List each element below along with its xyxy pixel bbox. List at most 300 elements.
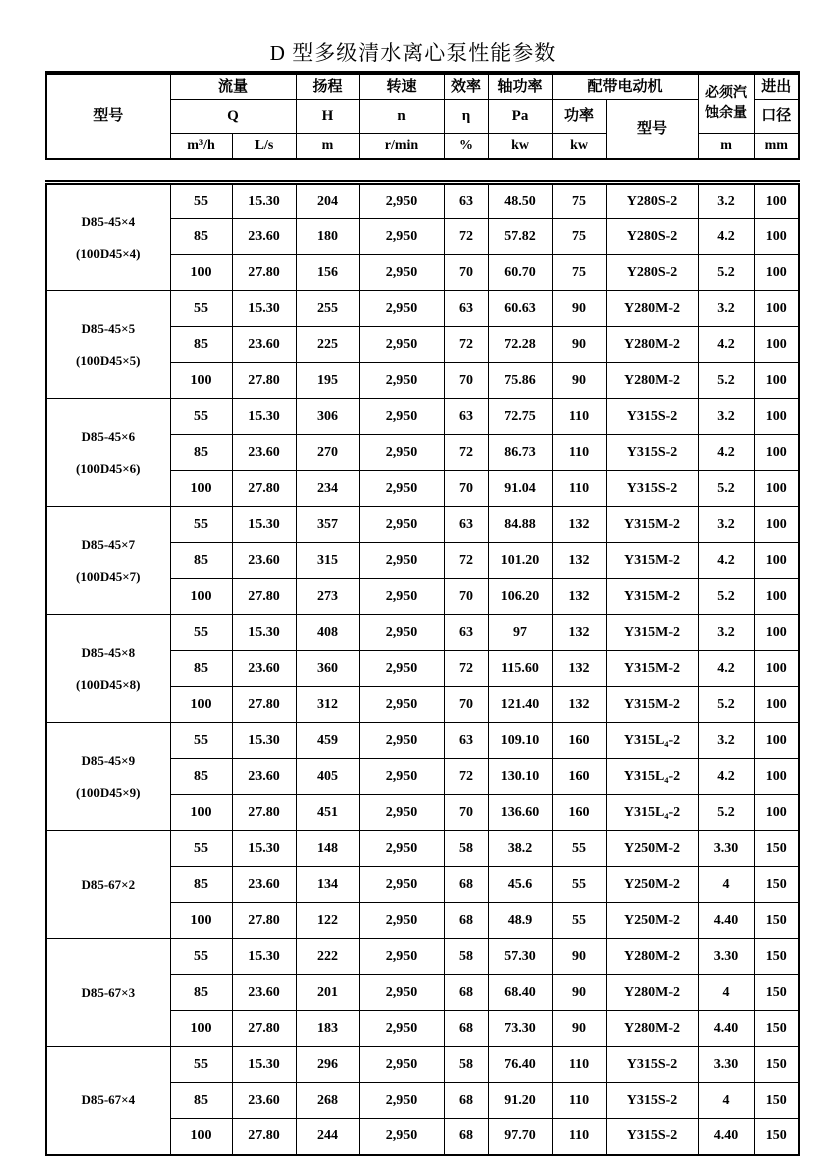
pump-model: D85-45×8: [81, 644, 136, 660]
cell-shaft-power-kw: 72.28: [488, 327, 552, 363]
cell-speed-rpm: 2,950: [359, 435, 444, 471]
cell-port-mm: 150: [754, 975, 799, 1011]
cell-motor-model: Y280M-2: [606, 939, 698, 975]
cell-flow-ls: 27.80: [232, 903, 296, 939]
cell-efficiency-pct: 58: [444, 831, 488, 867]
cell-motor-power-kw: 132: [552, 687, 606, 723]
cell-shaft-power-kw: 84.88: [488, 507, 552, 543]
cell-flow-m3h: 85: [170, 1083, 232, 1119]
cell-efficiency-pct: 72: [444, 435, 488, 471]
header-head: 扬程: [296, 73, 359, 100]
pump-model: D85-45×5: [81, 320, 136, 336]
table-row: [46, 939, 799, 975]
cell-port-mm: 150: [754, 867, 799, 903]
cell-motor-power-kw: 110: [552, 471, 606, 507]
cell-speed-rpm: 2,950: [359, 687, 444, 723]
cell-shaft-power-kw: 48.9: [488, 903, 552, 939]
cell-flow-m3h: 85: [170, 327, 232, 363]
cell-motor-power-kw: 55: [552, 903, 606, 939]
cell-shaft-power-kw: 91.04: [488, 471, 552, 507]
cell-motor-model: Y280S-2: [606, 255, 698, 291]
cell-npsh-m: 3.30: [698, 939, 754, 975]
cell-port-mm: 100: [754, 363, 799, 399]
cell-motor-model: Y250M-2: [606, 867, 698, 903]
header-shaft-power-symbol: Pa: [488, 100, 552, 134]
cell-efficiency-pct: 70: [444, 579, 488, 615]
cell-motor-power-kw: 75: [552, 255, 606, 291]
cell-speed-rpm: 2,950: [359, 327, 444, 363]
cell-flow-m3h: 100: [170, 471, 232, 507]
pump-model-cell: [46, 831, 170, 939]
cell-efficiency-pct: 68: [444, 903, 488, 939]
cell-motor-power-kw: 132: [552, 579, 606, 615]
pump-model-cell: [46, 399, 170, 507]
cell-shaft-power-kw: 130.10: [488, 759, 552, 795]
cell-motor-power-kw: 160: [552, 795, 606, 831]
cell-npsh-m: 3.2: [698, 723, 754, 759]
pump-model-alias: (100D45×8): [76, 676, 141, 692]
cell-port-mm: 150: [754, 831, 799, 867]
cell-npsh-m: 3.2: [698, 291, 754, 327]
cell-npsh-m: 3.2: [698, 507, 754, 543]
cell-port-mm: 100: [754, 579, 799, 615]
cell-npsh-m: 4: [698, 1083, 754, 1119]
cell-shaft-power-kw: 121.40: [488, 687, 552, 723]
header-motor-power: 功率: [552, 100, 606, 134]
cell-efficiency-pct: 70: [444, 795, 488, 831]
cell-head-m: 273: [296, 579, 359, 615]
cell-motor-power-kw: 110: [552, 1047, 606, 1083]
cell-motor-model: Y315S-2: [606, 435, 698, 471]
cell-speed-rpm: 2,950: [359, 795, 444, 831]
cell-motor-model: Y280S-2: [606, 219, 698, 255]
pump-model-cell: [46, 183, 170, 291]
cell-npsh-m: 3.30: [698, 831, 754, 867]
cell-motor-power-kw: 90: [552, 1011, 606, 1047]
cell-flow-m3h: 100: [170, 687, 232, 723]
cell-flow-ls: 15.30: [232, 1047, 296, 1083]
cell-speed-rpm: 2,950: [359, 471, 444, 507]
cell-flow-m3h: 100: [170, 1119, 232, 1155]
cell-port-mm: 150: [754, 1011, 799, 1047]
cell-head-m: 204: [296, 183, 359, 219]
cell-flow-m3h: 55: [170, 1047, 232, 1083]
header-head-unit: m: [296, 134, 359, 160]
cell-motor-model: Y315S-2: [606, 471, 698, 507]
header-flow-symbol: Q: [170, 100, 296, 134]
cell-flow-m3h: 100: [170, 255, 232, 291]
header-motor-power-unit: kw: [552, 134, 606, 160]
cell-motor-power-kw: 90: [552, 975, 606, 1011]
cell-shaft-power-kw: 60.63: [488, 291, 552, 327]
cell-npsh-m: 5.2: [698, 579, 754, 615]
cell-flow-m3h: 85: [170, 651, 232, 687]
cell-port-mm: 100: [754, 651, 799, 687]
cell-flow-m3h: 55: [170, 507, 232, 543]
cell-flow-ls: 15.30: [232, 831, 296, 867]
pump-model-cell: [46, 615, 170, 723]
cell-flow-m3h: 100: [170, 1011, 232, 1047]
cell-efficiency-pct: 72: [444, 759, 488, 795]
cell-motor-power-kw: 90: [552, 939, 606, 975]
cell-shaft-power-kw: 38.2: [488, 831, 552, 867]
pump-model-alias: (100D45×4): [76, 245, 141, 261]
cell-shaft-power-kw: 97: [488, 615, 552, 651]
cell-motor-power-kw: 75: [552, 183, 606, 219]
cell-motor-model: Y280S-2: [606, 183, 698, 219]
cell-motor-model: Y280M-2: [606, 363, 698, 399]
cell-efficiency-pct: 68: [444, 1119, 488, 1155]
cell-port-mm: 100: [754, 795, 799, 831]
cell-speed-rpm: 2,950: [359, 903, 444, 939]
cell-motor-model: Y315M-2: [606, 651, 698, 687]
cell-port-mm: 150: [754, 1083, 799, 1119]
pump-model-alias: (100D45×6): [76, 460, 141, 476]
cell-flow-m3h: 55: [170, 291, 232, 327]
cell-flow-m3h: 85: [170, 435, 232, 471]
cell-flow-ls: 15.30: [232, 723, 296, 759]
header-efficiency: 效率: [444, 73, 488, 100]
cell-shaft-power-kw: 72.75: [488, 399, 552, 435]
cell-speed-rpm: 2,950: [359, 867, 444, 903]
cell-port-mm: 150: [754, 1119, 799, 1155]
header-pump-model: 型号: [46, 73, 170, 159]
cell-port-mm: 100: [754, 543, 799, 579]
pump-model-cell: [46, 939, 170, 1047]
cell-speed-rpm: 2,950: [359, 219, 444, 255]
cell-shaft-power-kw: 97.70: [488, 1119, 552, 1155]
cell-speed-rpm: 2,950: [359, 1047, 444, 1083]
cell-flow-ls: 27.80: [232, 795, 296, 831]
cell-npsh-m: 4.2: [698, 543, 754, 579]
cell-speed-rpm: 2,950: [359, 723, 444, 759]
cell-port-mm: 100: [754, 615, 799, 651]
cell-shaft-power-kw: 68.40: [488, 975, 552, 1011]
header-table: [45, 71, 800, 160]
cell-npsh-m: 5.2: [698, 363, 754, 399]
cell-port-mm: 150: [754, 903, 799, 939]
cell-speed-rpm: 2,950: [359, 759, 444, 795]
cell-port-mm: 100: [754, 399, 799, 435]
table-row: [46, 507, 799, 543]
header-head-symbol: H: [296, 100, 359, 134]
cell-shaft-power-kw: 75.86: [488, 363, 552, 399]
cell-flow-ls: 27.80: [232, 687, 296, 723]
table-row: [46, 183, 799, 219]
cell-shaft-power-kw: 136.60: [488, 795, 552, 831]
pump-table-body: [46, 183, 799, 1155]
cell-flow-m3h: 100: [170, 579, 232, 615]
cell-head-m: 148: [296, 831, 359, 867]
cell-head-m: 408: [296, 615, 359, 651]
cell-npsh-m: 3.2: [698, 183, 754, 219]
cell-flow-ls: 27.80: [232, 1011, 296, 1047]
cell-efficiency-pct: 68: [444, 867, 488, 903]
cell-motor-power-kw: 90: [552, 291, 606, 327]
cell-head-m: 405: [296, 759, 359, 795]
cell-speed-rpm: 2,950: [359, 975, 444, 1011]
cell-port-mm: 100: [754, 435, 799, 471]
cell-speed-rpm: 2,950: [359, 1011, 444, 1047]
cell-motor-power-kw: 90: [552, 363, 606, 399]
cell-shaft-power-kw: 45.6: [488, 867, 552, 903]
cell-motor-power-kw: 55: [552, 867, 606, 903]
cell-flow-m3h: 55: [170, 615, 232, 651]
header-efficiency-symbol: η: [444, 100, 488, 134]
cell-npsh-m: 4.2: [698, 759, 754, 795]
cell-motor-power-kw: 55: [552, 831, 606, 867]
header-motor-model: 型号: [606, 100, 698, 160]
cell-flow-ls: 23.60: [232, 867, 296, 903]
cell-shaft-power-kw: 106.20: [488, 579, 552, 615]
cell-head-m: 306: [296, 399, 359, 435]
pump-model: D85-45×7: [81, 536, 136, 552]
header-flow-unit-ls: L/s: [232, 134, 296, 160]
cell-shaft-power-kw: 101.20: [488, 543, 552, 579]
cell-npsh-m: 4.2: [698, 651, 754, 687]
cell-flow-ls: 15.30: [232, 507, 296, 543]
table-row: [46, 291, 799, 327]
cell-motor-model: Y280M-2: [606, 975, 698, 1011]
cell-flow-ls: 23.60: [232, 219, 296, 255]
header-speed: 转速: [359, 73, 444, 100]
cell-efficiency-pct: 63: [444, 723, 488, 759]
cell-motor-model: Y315M-2: [606, 579, 698, 615]
cell-motor-power-kw: 160: [552, 723, 606, 759]
cell-speed-rpm: 2,950: [359, 255, 444, 291]
cell-motor-model: Y280M-2: [606, 1011, 698, 1047]
cell-head-m: 315: [296, 543, 359, 579]
cell-speed-rpm: 2,950: [359, 363, 444, 399]
cell-npsh-m: 4.2: [698, 219, 754, 255]
cell-npsh-m: 4.40: [698, 1011, 754, 1047]
pump-model-cell: [46, 291, 170, 399]
cell-npsh-m: 4: [698, 975, 754, 1011]
cell-motor-power-kw: 132: [552, 615, 606, 651]
cell-head-m: 459: [296, 723, 359, 759]
cell-shaft-power-kw: 48.50: [488, 183, 552, 219]
cell-flow-ls: 23.60: [232, 327, 296, 363]
cell-speed-rpm: 2,950: [359, 1119, 444, 1155]
cell-flow-ls: 27.80: [232, 471, 296, 507]
cell-port-mm: 100: [754, 291, 799, 327]
cell-motor-power-kw: 132: [552, 543, 606, 579]
header-port-line1: 进出: [754, 73, 799, 100]
cell-motor-power-kw: 90: [552, 327, 606, 363]
cell-speed-rpm: 2,950: [359, 1083, 444, 1119]
cell-efficiency-pct: 68: [444, 975, 488, 1011]
cell-head-m: 122: [296, 903, 359, 939]
cell-flow-ls: 27.80: [232, 255, 296, 291]
cell-npsh-m: 5.2: [698, 471, 754, 507]
cell-efficiency-pct: 58: [444, 939, 488, 975]
pump-model: D85-45×9: [81, 752, 136, 768]
cell-head-m: 195: [296, 363, 359, 399]
cell-efficiency-pct: 63: [444, 507, 488, 543]
cell-head-m: 156: [296, 255, 359, 291]
header-npsh-unit: m: [698, 134, 754, 160]
cell-motor-model: Y315S-2: [606, 399, 698, 435]
cell-head-m: 225: [296, 327, 359, 363]
cell-motor-power-kw: 132: [552, 651, 606, 687]
cell-head-m: 222: [296, 939, 359, 975]
cell-motor-model: Y315M-2: [606, 543, 698, 579]
cell-flow-m3h: 85: [170, 759, 232, 795]
cell-flow-m3h: 55: [170, 183, 232, 219]
cell-flow-ls: 27.80: [232, 363, 296, 399]
cell-motor-power-kw: 132: [552, 507, 606, 543]
cell-port-mm: 100: [754, 219, 799, 255]
cell-npsh-m: 4.40: [698, 1119, 754, 1155]
cell-efficiency-pct: 72: [444, 651, 488, 687]
cell-motor-model: Y250M-2: [606, 831, 698, 867]
cell-shaft-power-kw: 73.30: [488, 1011, 552, 1047]
cell-npsh-m: 4.2: [698, 327, 754, 363]
cell-efficiency-pct: 70: [444, 255, 488, 291]
cell-shaft-power-kw: 91.20: [488, 1083, 552, 1119]
cell-speed-rpm: 2,950: [359, 543, 444, 579]
header-motor: 配带电动机: [552, 73, 698, 100]
cell-npsh-m: 4.2: [698, 435, 754, 471]
cell-head-m: 201: [296, 975, 359, 1011]
cell-shaft-power-kw: 76.40: [488, 1047, 552, 1083]
cell-head-m: 234: [296, 471, 359, 507]
cell-npsh-m: 3.2: [698, 399, 754, 435]
cell-speed-rpm: 2,950: [359, 183, 444, 219]
cell-flow-m3h: 55: [170, 723, 232, 759]
header-flow: 流量: [170, 73, 296, 100]
cell-efficiency-pct: 63: [444, 399, 488, 435]
cell-flow-ls: 23.60: [232, 759, 296, 795]
cell-flow-ls: 15.30: [232, 615, 296, 651]
cell-head-m: 255: [296, 291, 359, 327]
cell-head-m: 244: [296, 1119, 359, 1155]
cell-flow-ls: 23.60: [232, 435, 296, 471]
cell-npsh-m: 4.40: [698, 903, 754, 939]
cell-port-mm: 100: [754, 759, 799, 795]
cell-efficiency-pct: 70: [444, 687, 488, 723]
table-row: [46, 615, 799, 651]
cell-speed-rpm: 2,950: [359, 579, 444, 615]
cell-npsh-m: 5.2: [698, 687, 754, 723]
cell-npsh-m: 4: [698, 867, 754, 903]
cell-efficiency-pct: 68: [444, 1011, 488, 1047]
pump-model: D85-45×4: [81, 213, 136, 229]
cell-npsh-m: 5.2: [698, 255, 754, 291]
cell-speed-rpm: 2,950: [359, 939, 444, 975]
cell-port-mm: 100: [754, 255, 799, 291]
cell-motor-model: Y315S-2: [606, 1119, 698, 1155]
cell-motor-power-kw: 110: [552, 1083, 606, 1119]
cell-flow-m3h: 85: [170, 219, 232, 255]
pump-model: D85-67×4: [81, 1092, 136, 1108]
header-efficiency-unit: %: [444, 134, 488, 160]
cell-head-m: 296: [296, 1047, 359, 1083]
cell-flow-ls: 23.60: [232, 975, 296, 1011]
cell-motor-model: Y250M-2: [606, 903, 698, 939]
header-speed-unit: r/min: [359, 134, 444, 160]
cell-speed-rpm: 2,950: [359, 615, 444, 651]
cell-efficiency-pct: 72: [444, 543, 488, 579]
cell-flow-m3h: 100: [170, 363, 232, 399]
cell-efficiency-pct: 63: [444, 183, 488, 219]
cell-port-mm: 100: [754, 723, 799, 759]
cell-port-mm: 100: [754, 507, 799, 543]
table-row: [46, 723, 799, 759]
cell-motor-power-kw: 160: [552, 759, 606, 795]
cell-efficiency-pct: 63: [444, 291, 488, 327]
cell-shaft-power-kw: 109.10: [488, 723, 552, 759]
cell-efficiency-pct: 68: [444, 1083, 488, 1119]
pump-model-cell: [46, 723, 170, 831]
cell-shaft-power-kw: 60.70: [488, 255, 552, 291]
cell-motor-power-kw: 110: [552, 399, 606, 435]
pump-model-cell: [46, 507, 170, 615]
cell-flow-ls: 27.80: [232, 579, 296, 615]
cell-speed-rpm: 2,950: [359, 651, 444, 687]
cell-efficiency-pct: 70: [444, 471, 488, 507]
cell-efficiency-pct: 72: [444, 219, 488, 255]
cell-motor-model: Y315M-2: [606, 687, 698, 723]
cell-head-m: 357: [296, 507, 359, 543]
cell-flow-ls: 15.30: [232, 399, 296, 435]
cell-port-mm: 100: [754, 471, 799, 507]
cell-efficiency-pct: 72: [444, 327, 488, 363]
cell-flow-m3h: 85: [170, 975, 232, 1011]
cell-motor-model: Y280M-2: [606, 327, 698, 363]
cell-flow-ls: 23.60: [232, 651, 296, 687]
header-flow-unit-m3h: m³/h: [170, 134, 232, 160]
cell-flow-ls: 23.60: [232, 543, 296, 579]
cell-shaft-power-kw: 115.60: [488, 651, 552, 687]
cell-motor-model: Y315M-2: [606, 615, 698, 651]
cell-head-m: 268: [296, 1083, 359, 1119]
pump-model-alias: (100D45×9): [76, 784, 141, 800]
pump-model-alias: (100D45×5): [76, 352, 141, 368]
cell-flow-ls: 23.60: [232, 1083, 296, 1119]
cell-motor-model: Y315S-2: [606, 1083, 698, 1119]
cell-flow-ls: 15.30: [232, 939, 296, 975]
cell-flow-m3h: 55: [170, 939, 232, 975]
cell-motor-power-kw: 110: [552, 1119, 606, 1155]
cell-flow-ls: 15.30: [232, 291, 296, 327]
cell-head-m: 360: [296, 651, 359, 687]
header-shaft-power: 轴功率: [488, 73, 552, 100]
cell-efficiency-pct: 70: [444, 363, 488, 399]
cell-head-m: 180: [296, 219, 359, 255]
cell-speed-rpm: 2,950: [359, 831, 444, 867]
cell-shaft-power-kw: 57.30: [488, 939, 552, 975]
table-row: [46, 831, 799, 867]
cell-head-m: 183: [296, 1011, 359, 1047]
pump-model: D85-45×6: [81, 428, 136, 444]
pump-model-cell: [46, 1047, 170, 1155]
header-port-line2: 口径: [754, 100, 799, 134]
cell-shaft-power-kw: 57.82: [488, 219, 552, 255]
cell-npsh-m: 3.30: [698, 1047, 754, 1083]
cell-shaft-power-kw: 86.73: [488, 435, 552, 471]
cell-efficiency-pct: 58: [444, 1047, 488, 1083]
cell-flow-m3h: 85: [170, 543, 232, 579]
cell-motor-model: Y315L₄-2: [606, 723, 698, 759]
cell-speed-rpm: 2,950: [359, 399, 444, 435]
table-row: [46, 399, 799, 435]
cell-port-mm: 150: [754, 939, 799, 975]
cell-head-m: 312: [296, 687, 359, 723]
cell-port-mm: 100: [754, 327, 799, 363]
cell-port-mm: 150: [754, 1047, 799, 1083]
cell-flow-m3h: 85: [170, 867, 232, 903]
